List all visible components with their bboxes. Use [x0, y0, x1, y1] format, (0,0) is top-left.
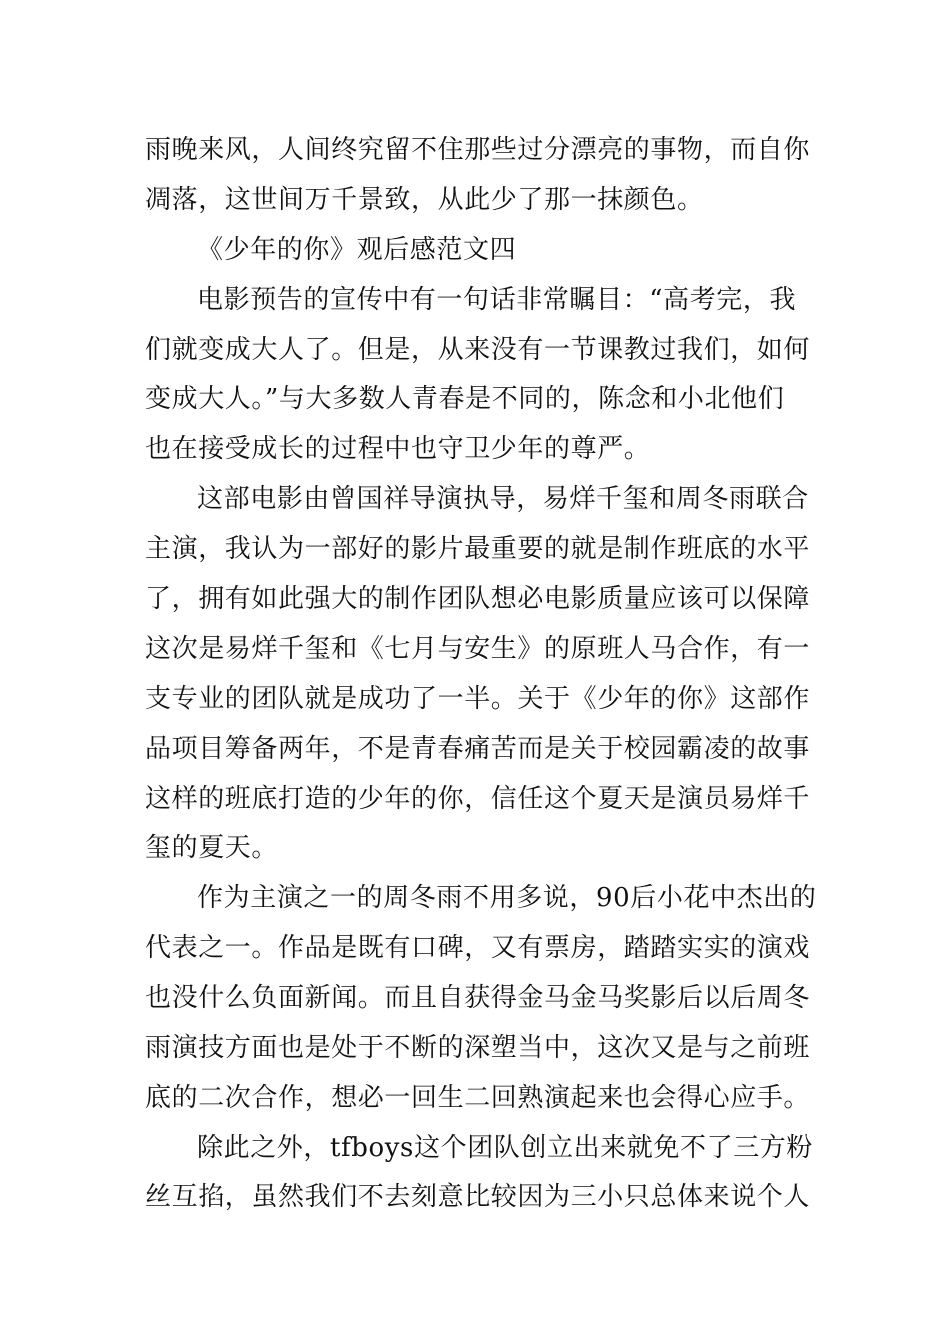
text-line: 主演，我认为一部好的影片最重要的就是制作班底的水平 — [145, 534, 811, 564]
text-line: 玺的夏天。 — [145, 833, 279, 863]
text-line: 也没什么负面新闻。而且自获得金马金马奖影后以后周冬 — [145, 983, 811, 1013]
text-line: 支专业的团队就是成功了一半。关于《少年的你》这部作 — [145, 684, 811, 714]
text-line: 除此之外，tfboys这个团队创立出来就免不了三方粉 — [197, 1133, 813, 1163]
section-heading: 《少年的你》观后感范文四 — [197, 235, 517, 265]
text-line: 们就变成大人了。但是，从来没有一节课教过我们，如何 — [145, 335, 811, 365]
text-line: 电影预告的宣传中有一句话非常瞩目：“高考完，我 — [197, 285, 797, 315]
text-line: 雨晚来风，人间终究留不住那些过分漂亮的事物，而自你 — [145, 135, 811, 165]
text-line: 作为主演之一的周冬雨不用多说，90后小花中杰出的 — [197, 883, 817, 913]
text-line: 品项目筹备两年，不是青春痛苦而是关于校园霸凌的故事 — [145, 734, 811, 764]
text-line: 变成大人。”与大多数人青春是不同的，陈念和小北他们 — [145, 384, 785, 414]
text-line: 底的二次合作，想必一回生二回熟演起来也会得心应手。 — [145, 1083, 811, 1113]
text-line: 代表之一。作品是既有口碑，又有票房，踏踏实实的演戏 — [145, 933, 811, 963]
text-line: 丝互掐，虽然我们不去刻意比较因为三小只总体来说个人 — [145, 1182, 811, 1212]
text-line: 这次是易烊千玺和《七月与安生》的原班人马合作，有一 — [145, 634, 811, 664]
text-line: 雨演技方面也是处于不断的深塑当中，这次又是与之前班 — [145, 1033, 811, 1063]
text-line: 这部电影由曾国祥导演执导，易烊千玺和周冬雨联合 — [197, 484, 809, 514]
text-line: 这样的班底打造的少年的你，信任这个夏天是演员易烊千 — [145, 784, 811, 814]
text-line: 也在接受成长的过程中也守卫少年的尊严。 — [145, 434, 651, 464]
text-line: 了，拥有如此强大的制作团队想必电影质量应该可以保障 — [145, 584, 811, 614]
text-line: 凋落，这世间万千景致，从此少了那一抹颜色。 — [145, 185, 704, 215]
